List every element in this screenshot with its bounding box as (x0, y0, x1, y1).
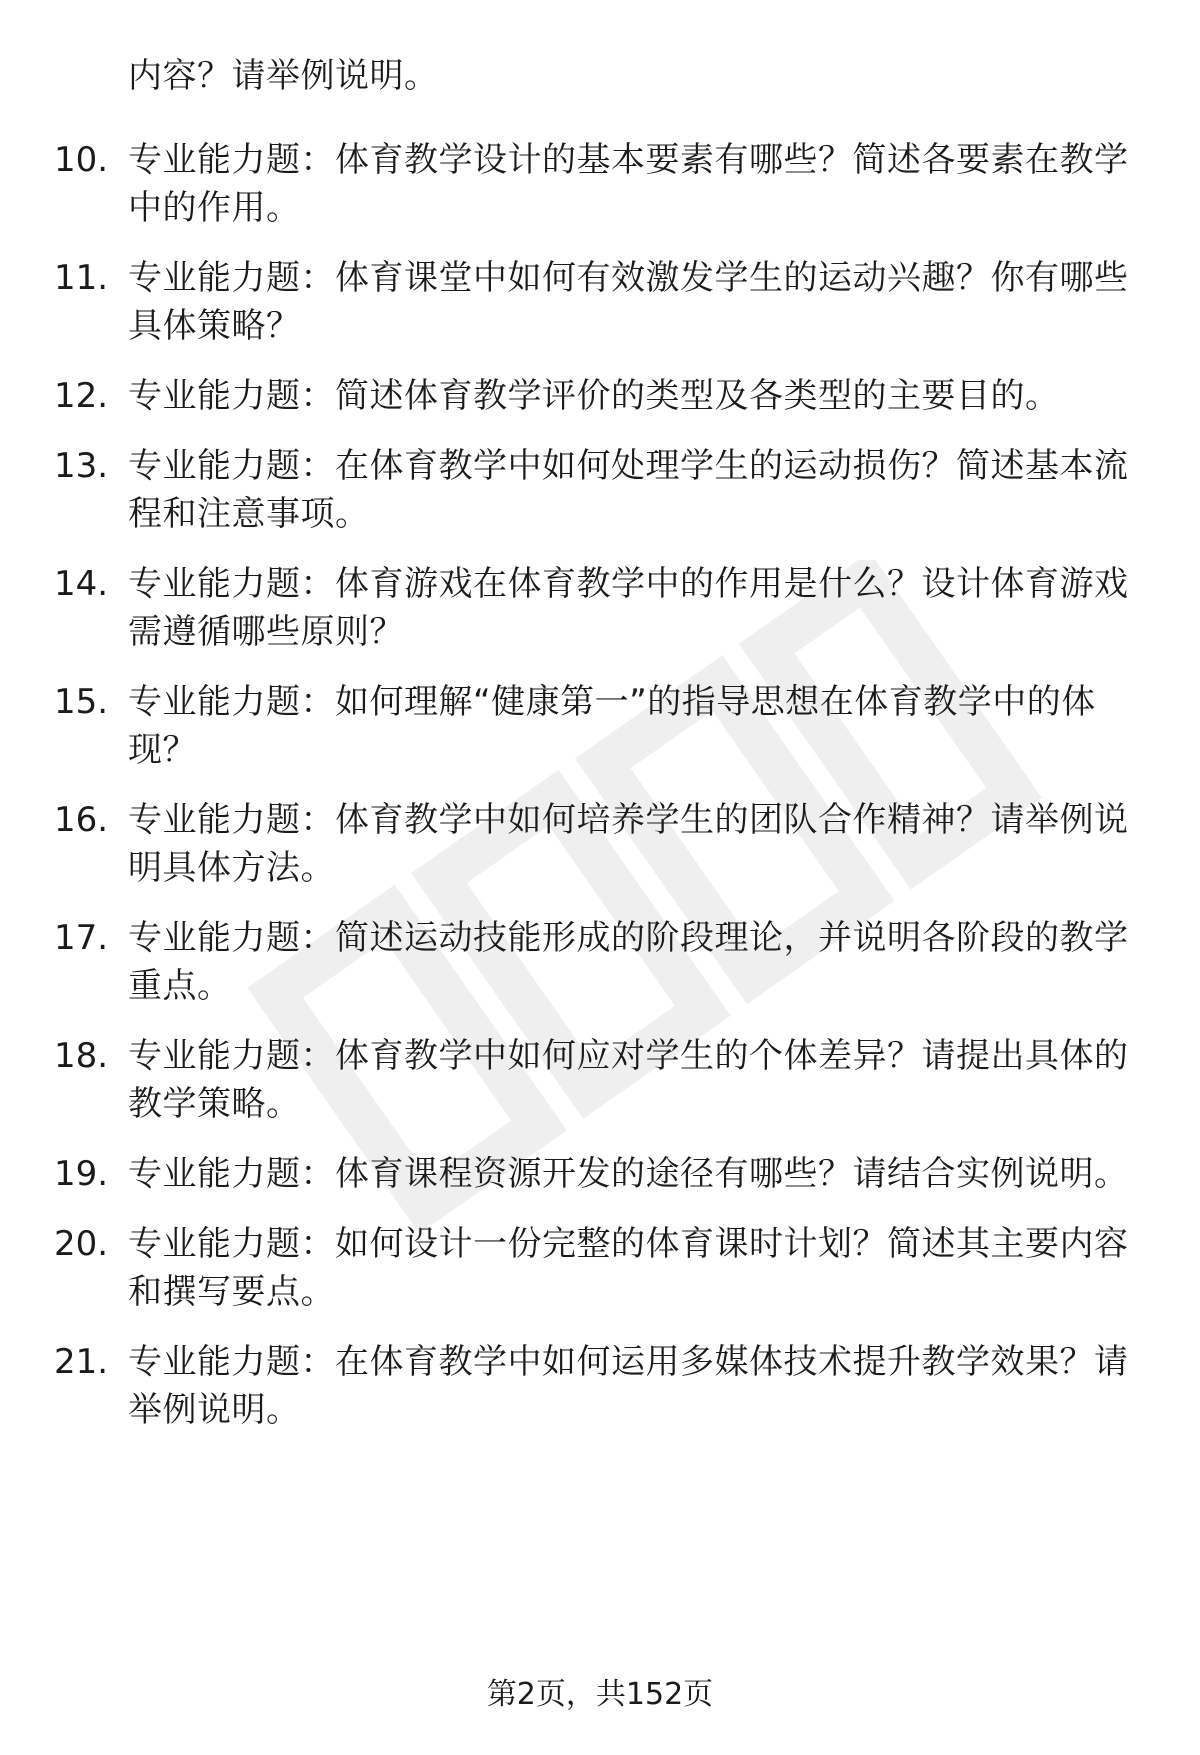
list-item (0, 254, 1200, 350)
item-number: 17. (54, 918, 109, 958)
list-item (0, 1032, 1200, 1128)
item-number: 10. (54, 140, 109, 180)
item-text: 专业能力题：简述体育教学评价的类型及各类型的主要目的。 (128, 376, 1060, 416)
list-item (0, 1220, 1200, 1316)
item-text: 专业能力题：体育课程资源开发的途径有哪些？请结合实例说明。 (128, 1154, 1129, 1194)
item-text: 专业能力题：在体育教学中如何运用多媒体技术提升教学效果？请举例说明。 (128, 1342, 1129, 1430)
item-text: 专业能力题：在体育教学中如何处理学生的运动损伤？简述基本流程和注意事项。 (128, 446, 1129, 534)
item-number: 12. (54, 376, 109, 416)
list-item (0, 678, 1200, 774)
list-item (0, 1150, 1200, 1198)
item-number: 21. (54, 1342, 109, 1382)
item-number: 16. (54, 800, 109, 840)
list-item (0, 796, 1200, 892)
item-text: 专业能力题：如何设计一份完整的体育课时计划？简述其主要内容和撰写要点。 (128, 1224, 1129, 1312)
list-item (0, 1338, 1200, 1434)
item-number: 14. (54, 564, 109, 604)
continuation-text: 内容？请举例说明。 (128, 56, 439, 96)
item-number: 11. (54, 258, 109, 298)
item-text: 专业能力题：体育教学设计的基本要素有哪些？简述各要素在教学中的作用。 (128, 140, 1129, 228)
item-number: 19. (54, 1154, 109, 1194)
item-number: 20. (54, 1224, 109, 1264)
item-text: 专业能力题：体育课堂中如何有效激发学生的运动兴趣？你有哪些具体策略？ (128, 258, 1129, 346)
item-text: 专业能力题：体育教学中如何培养学生的团队合作精神？请举例说明具体方法。 (128, 800, 1129, 888)
item-text: 专业能力题：如何理解“健康第一”的指导思想在体育教学中的体现？ (128, 682, 1096, 770)
item-text: 专业能力题：体育游戏在体育教学中的作用是什么？设计体育游戏需遵循哪些原则？ (128, 564, 1129, 652)
page-number-footer: 第2页，共152页 (486, 1677, 714, 1712)
item-number: 15. (54, 682, 109, 722)
list-item (0, 560, 1200, 656)
question-list (0, 52, 1200, 1434)
item-number: 13. (54, 446, 109, 486)
list-item (0, 914, 1200, 1010)
item-number: 18. (54, 1036, 109, 1076)
item-text: 专业能力题：体育教学中如何应对学生的个体差异？请提出具体的教学策略。 (128, 1036, 1129, 1124)
list-item (0, 372, 1200, 420)
list-item (0, 442, 1200, 538)
list-item (0, 136, 1200, 232)
item-text: 专业能力题：简述运动技能形成的阶段理论，并说明各阶段的教学重点。 (128, 918, 1129, 1006)
